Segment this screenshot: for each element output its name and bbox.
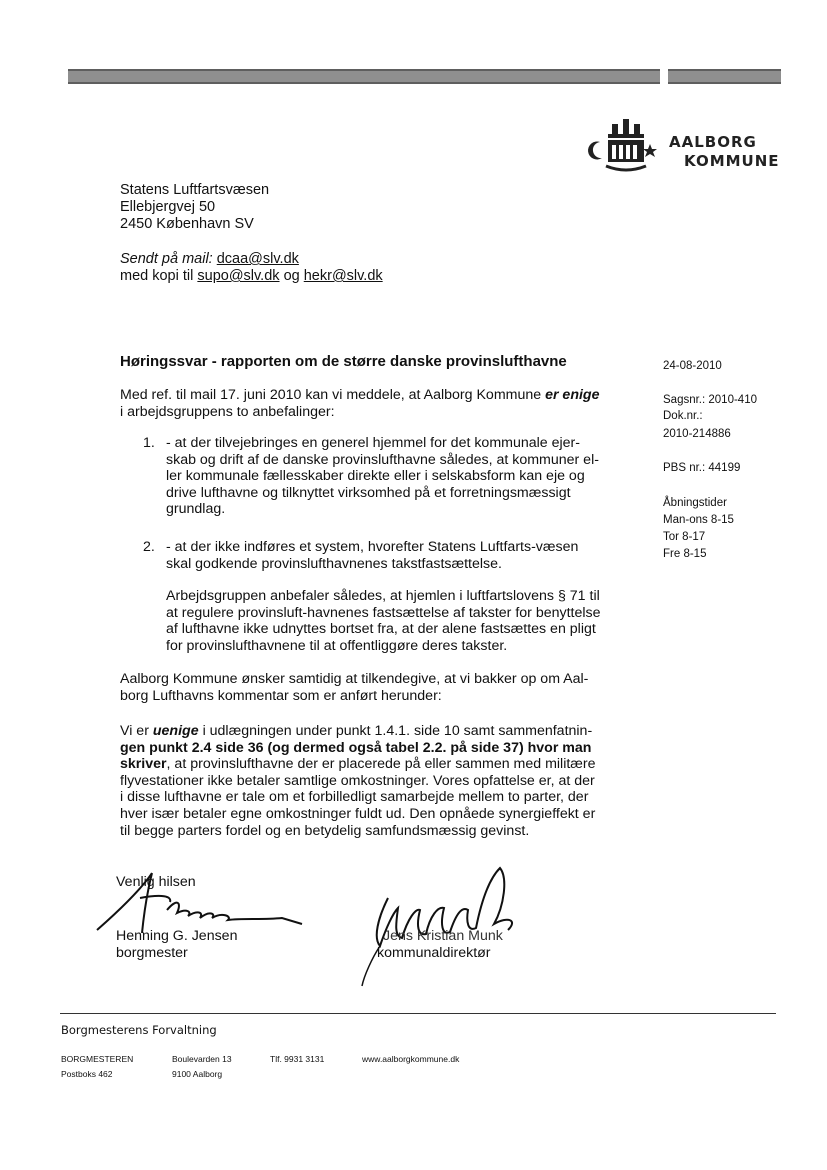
para-text: i udlægningen under punkt 1.4.1. side 10 samt sammenfatnin- xyxy=(202,723,593,739)
para-line: hver især betaler egne omkostninger fuldt ud. Den opnåede synergieffekt er xyxy=(120,805,596,822)
footer-col1-a: BORGMESTEREN xyxy=(61,1054,134,1064)
disagree-paragraph xyxy=(120,723,596,839)
para-line: Aalborg Kommune ønsker samtidig at tilkendegive, at vi bakker op om Aal- xyxy=(120,671,589,687)
para-bold-line: gen punkt 2.4 side 36 (og dermed også tabel 2.2. på side 37) hvor man xyxy=(120,739,592,756)
intro-paragraph xyxy=(120,387,600,420)
sent-label: Sendt på mail: xyxy=(120,251,213,267)
doknr-label: Dok.nr.: xyxy=(663,410,703,422)
footer-department: Borgmesterens Forvaltning xyxy=(61,1023,217,1037)
hours-title: Åbningstider xyxy=(663,497,727,509)
para-line: at regulere provinsluft-havnenes fastsættelse af takster for benyttelse xyxy=(166,604,601,621)
list-line: ler kommunale fællesskaber direkte eller i selskabsform kan eje og xyxy=(166,468,585,485)
subject-heading: Høringssvar - rapporten om de større danske provinslufthavne xyxy=(120,353,567,370)
signature-munk xyxy=(358,858,538,988)
para-line: flyvestationer ikke betaler samtlige omkostninger. Vores opfattelse er, at der xyxy=(120,772,595,789)
footer-website[interactable]: www.aalborgkommune.dk xyxy=(362,1054,460,1064)
para-bold-text: skriver xyxy=(120,756,167,773)
support-paragraph xyxy=(120,671,588,704)
para-line: borg Lufthavns kommentar som er anført herunder: xyxy=(120,687,442,704)
signoff: Venlig hilsen xyxy=(116,874,196,890)
recipient-city: 2450 København SV xyxy=(120,216,254,232)
signer1-name: Henning G. Jensen xyxy=(116,928,238,944)
para-line: i disse lufthavne er tale om et forbilledligt samarbejde mellem to parter, der xyxy=(120,789,589,806)
list-line: - at der tilvejebringes en generel hjemmel for det kommunale ejer- xyxy=(166,435,581,451)
group-paragraph xyxy=(166,588,601,654)
intro-text: i arbejdsgruppens to anbefalinger: xyxy=(120,403,335,420)
list-line: skal godkende provinslufthavnenes takstfastsættelse. xyxy=(166,555,502,572)
list-number: 2. xyxy=(143,539,155,555)
email-link-supo[interactable]: supo@slv.dk xyxy=(197,268,280,284)
para-text: , at provinslufthavne der er placerede på eller sammen med militære xyxy=(166,756,596,773)
list-number: 1. xyxy=(143,435,155,451)
para-line: til begge parters fordel og en betydelig samfundsmæssig gevinst. xyxy=(120,822,530,839)
disagree-emphasis: uenige xyxy=(152,723,199,739)
hours-line: Tor 8-17 xyxy=(663,531,706,543)
header-bar-right xyxy=(668,69,781,84)
signer2-title: kommunaldirektør xyxy=(377,945,491,961)
footer-col2-a: Boulevarden 13 xyxy=(172,1054,232,1064)
email-link-hekr[interactable]: hekr@slv.dk xyxy=(303,268,383,284)
letter-date: 24-08-2010 xyxy=(663,360,722,372)
footer-divider xyxy=(60,1013,776,1014)
logo-line2: KOMMUNE xyxy=(684,152,780,170)
para-line: Arbejdsgruppen anbefaler således, at hjemlen i luftfartslovens § 71 til xyxy=(166,588,600,604)
list-item xyxy=(166,539,578,572)
footer-col2-b: 9100 Aalborg xyxy=(172,1069,223,1079)
para-line: for provinslufthavnene til at offentliggøre deres takster. xyxy=(166,637,508,654)
list-line: skab og drift af de danske provinslufthavne således, at kommuner el- xyxy=(166,451,599,468)
para-text: Vi er xyxy=(120,723,149,739)
recipient-name: Statens Luftfartsvæsen xyxy=(120,182,270,198)
hours-line: Man-ons 8-15 xyxy=(663,514,734,526)
list-item xyxy=(166,435,599,518)
list-line: - at der ikke indføres et system, hvorefter Statens Luftfarts-væsen xyxy=(166,539,579,555)
logo-line1: AALBORG xyxy=(669,133,757,151)
intro-text: Med ref. til mail 17. juni 2010 kan vi meddele, at Aalborg Kommune xyxy=(120,387,542,403)
copy-line xyxy=(120,268,383,285)
signer1-title: borgmester xyxy=(116,945,188,961)
doknr: 2010-214886 xyxy=(663,428,731,440)
pbs-number: PBS nr.: 44199 xyxy=(663,462,741,474)
recipient-street: Ellebjergvej 50 xyxy=(120,199,216,215)
header-bar xyxy=(68,69,660,84)
list-line: drive lufthavne og tilknyttet virksomhed på et forretningsmæssigt xyxy=(166,484,571,501)
list-line: grundlag. xyxy=(166,501,226,518)
sent-line xyxy=(120,251,299,268)
sagsnr: Sagsnr.: 2010-410 xyxy=(663,394,757,406)
copy-and: og xyxy=(283,268,300,284)
aalborg-logo-icon xyxy=(586,116,662,178)
intro-emphasis: er enige xyxy=(545,387,600,403)
para-line: af lufthavne ikke udnyttes bortset fra, at der alene fastsættes en pligt xyxy=(166,621,596,638)
footer-col1-b: Postboks 462 xyxy=(61,1069,113,1079)
copy-prefix: med kopi til xyxy=(120,268,194,284)
hours-line: Fre 8-15 xyxy=(663,548,707,560)
footer-phone: Tlf. 9931 3131 xyxy=(270,1054,325,1064)
email-link-dcaa[interactable]: dcaa@slv.dk xyxy=(216,251,299,267)
signer2-name: Jens Kristian Munk xyxy=(383,928,503,944)
